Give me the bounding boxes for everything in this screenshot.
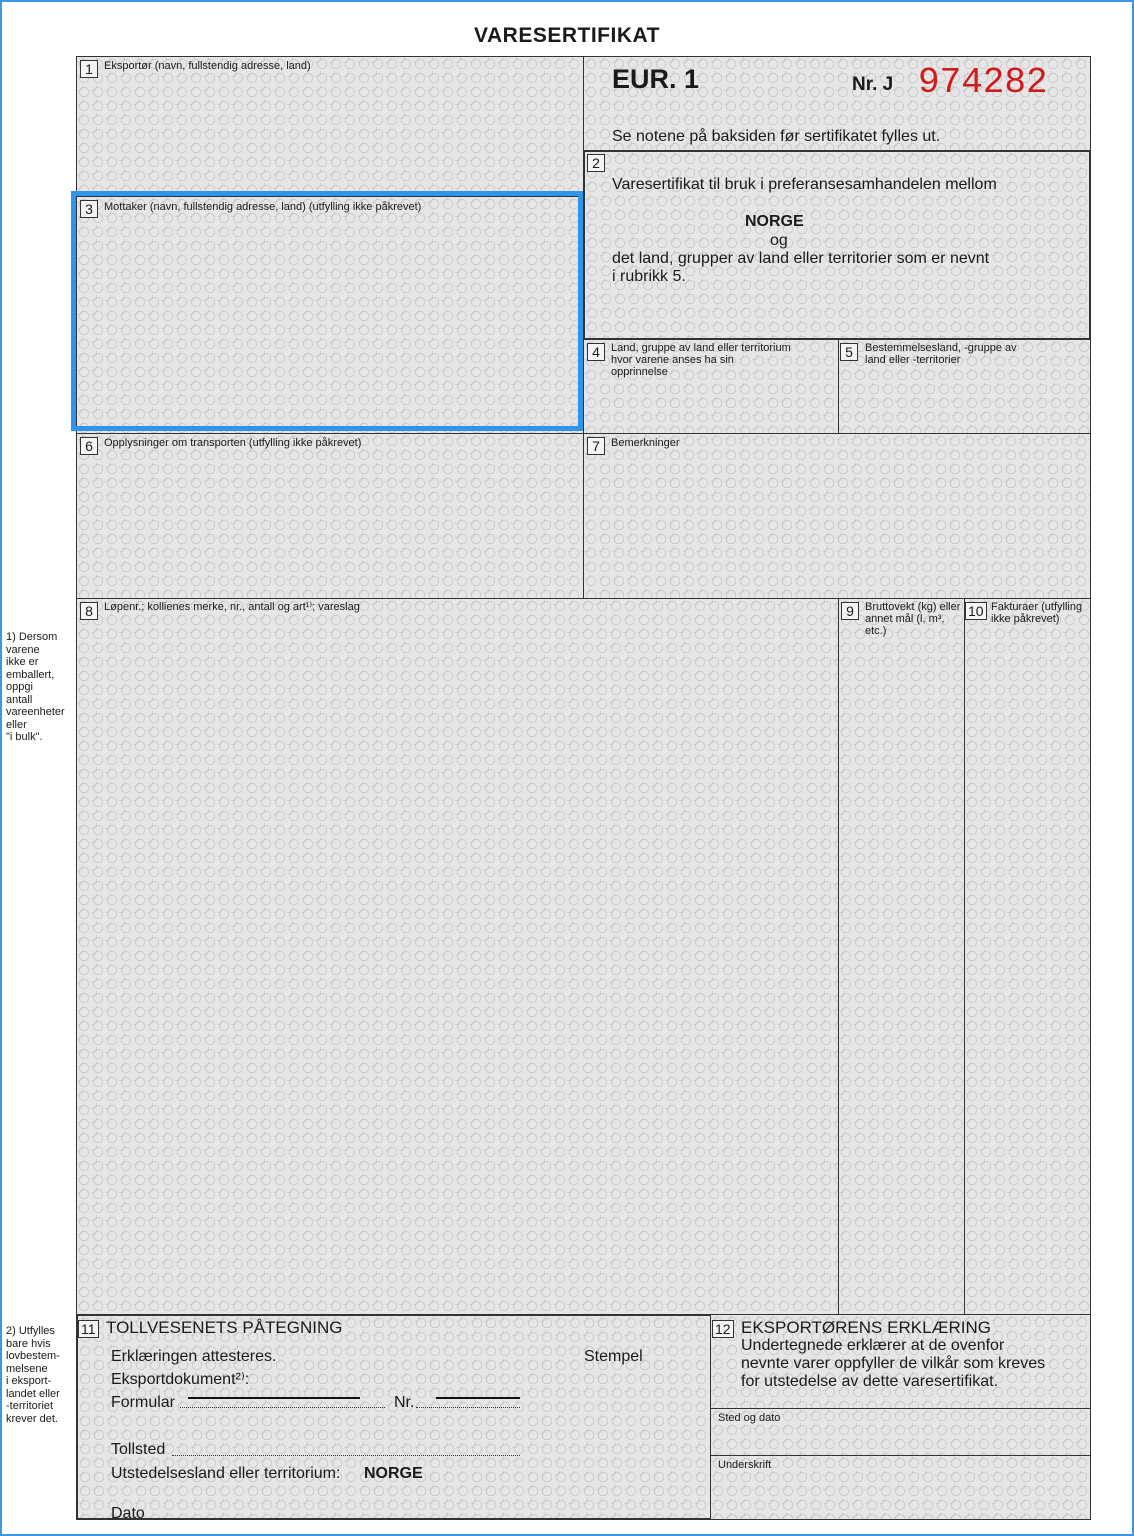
box-12-number: 12 [712, 1320, 734, 1338]
box-2-line3: i rubrikk 5. [612, 268, 686, 285]
footnote-1-line: 1) Dersom [6, 631, 58, 643]
footnote-2-line: melsene [6, 1362, 48, 1375]
box-11-customs [76, 1314, 712, 1520]
box-11-attest: Erklæringen attesteres. [111, 1348, 277, 1365]
box-10-label: Fakturaer (utfylling ikke påkrevet) [991, 601, 1083, 625]
box-11-number: 11 [78, 1320, 99, 1338]
selection-highlight [71, 191, 583, 431]
footnote-1-line: "i bulk". [6, 731, 43, 743]
box-1-exporter[interactable] [76, 56, 584, 196]
box-11-nr: Nr. [394, 1394, 415, 1411]
box-11-export-doc: Eksportdokument²⁾: [111, 1371, 250, 1388]
box-4-label: Land, gruppe av land eller territorium hvor varene anses ha sin opprinnelse [611, 342, 791, 378]
box-12-text1: Undertegnede erklærer at de ovenfor [741, 1337, 1005, 1354]
formular-dotted-line [180, 1407, 385, 1408]
box-10-number: 10 [965, 602, 987, 620]
footnote-2 [6, 1325, 72, 1425]
footnote-1 [6, 631, 72, 744]
box-7-remarks[interactable] [583, 433, 1091, 599]
footnote-2-line: landet eller [6, 1387, 60, 1400]
box-2-number: 2 [587, 154, 605, 172]
box-9-number: 9 [841, 602, 859, 620]
box-2-line1: Varesertifikat til bruk i preferansesamhandelen mellom [612, 176, 997, 193]
box-6-number: 6 [80, 437, 98, 455]
box-12-heading: EKSPORTØRENS ERKLÆRING [741, 1318, 992, 1337]
form-name: EUR. 1 [612, 64, 700, 94]
instruction-note: Se notene på baksiden før sertifikatet fylles ut. [612, 128, 941, 145]
box-12-text2: nevnte varer oppfyller de vilkår som kreves [741, 1355, 1046, 1372]
box-12-text3: for utstedelse av dette varesertifikat. [741, 1373, 999, 1390]
box-8-label: Løpenr.; kollienes merke, nr., antall og art¹⁾; vareslag [104, 601, 360, 613]
footnote-2-line: -territoriet [6, 1400, 54, 1412]
footnote-1-line: vareenheter [6, 706, 65, 718]
footnote-1-line: emballert, [6, 668, 55, 681]
underskrift-label: Underskrift [718, 1459, 772, 1471]
box-11-country-label: Utstedelsesland eller territorium: [111, 1465, 341, 1482]
footnote-2-line: bare hvis [6, 1337, 51, 1350]
box-2-og: og [770, 232, 788, 249]
box-11-formular: Formular [111, 1394, 176, 1411]
box-9-gross-weight[interactable] [838, 598, 965, 1316]
box-9-label: Bruttovekt (kg) eller annet mål (l, m³, etc.) [865, 601, 961, 637]
footnote-2-line: i eksport- [6, 1375, 52, 1387]
box-3-label: Mottaker (navn, fullstendig adresse, land) (utfylling ikke påkrevet) [104, 201, 422, 213]
box-6-label: Opplysninger om transporten (utfylling ikke påkrevet) [104, 437, 362, 449]
box-5-number: 5 [840, 343, 858, 361]
serial-number: 974282 [918, 62, 1048, 103]
footnote-2-line: lovbestem- [6, 1350, 60, 1362]
box-11-country: NORGE [364, 1465, 423, 1482]
box-1-label: Eksportør (navn, fullstendig adresse, land) [104, 60, 311, 72]
tollsted-field[interactable] [172, 1455, 520, 1456]
box-1-number: 1 [80, 60, 98, 78]
formular-field[interactable] [188, 1397, 360, 1399]
box-8-number: 8 [80, 602, 98, 620]
footnote-1-line: eller [6, 718, 27, 731]
box-2-country: NORGE [745, 213, 804, 230]
footnote-1-line: antall [6, 693, 33, 706]
sted-dato-label: Sted og dato [718, 1412, 781, 1424]
document-title: VARESERTIFIKAT [474, 24, 660, 47]
footnote-1-line: ikke er [6, 656, 39, 668]
box-7-label: Bemerkninger [611, 437, 680, 449]
box-11-heading: TOLLVESENETS PÅTEGNING [106, 1318, 343, 1337]
nr-label: Nr. J [852, 74, 894, 95]
box-11-dato: Dato [111, 1505, 145, 1522]
box-6-transport[interactable] [76, 433, 584, 599]
box-8-goods[interactable] [76, 598, 839, 1316]
box-10-invoices[interactable] [964, 598, 1091, 1316]
nr-field[interactable] [436, 1397, 520, 1399]
box-4-number: 4 [587, 343, 605, 361]
box-2-line2: det land, grupper av land eller territorier som er nevnt [612, 250, 990, 267]
box-3-number: 3 [80, 200, 98, 218]
footnote-1-line: varene [6, 643, 40, 656]
footnote-2-line: krever det. [6, 1412, 58, 1425]
box-7-number: 7 [587, 437, 605, 455]
footnote-1-line: oppgi [6, 681, 33, 693]
box-11-tollsted: Tollsted [111, 1441, 166, 1458]
box-5-label: Bestemmelsesland, -gruppe av land eller -territorier [865, 342, 1017, 366]
box-11-stempel: Stempel [584, 1348, 643, 1365]
footnote-2-line: 2) Utfylles [6, 1325, 55, 1337]
nr-dotted-line [416, 1407, 520, 1408]
